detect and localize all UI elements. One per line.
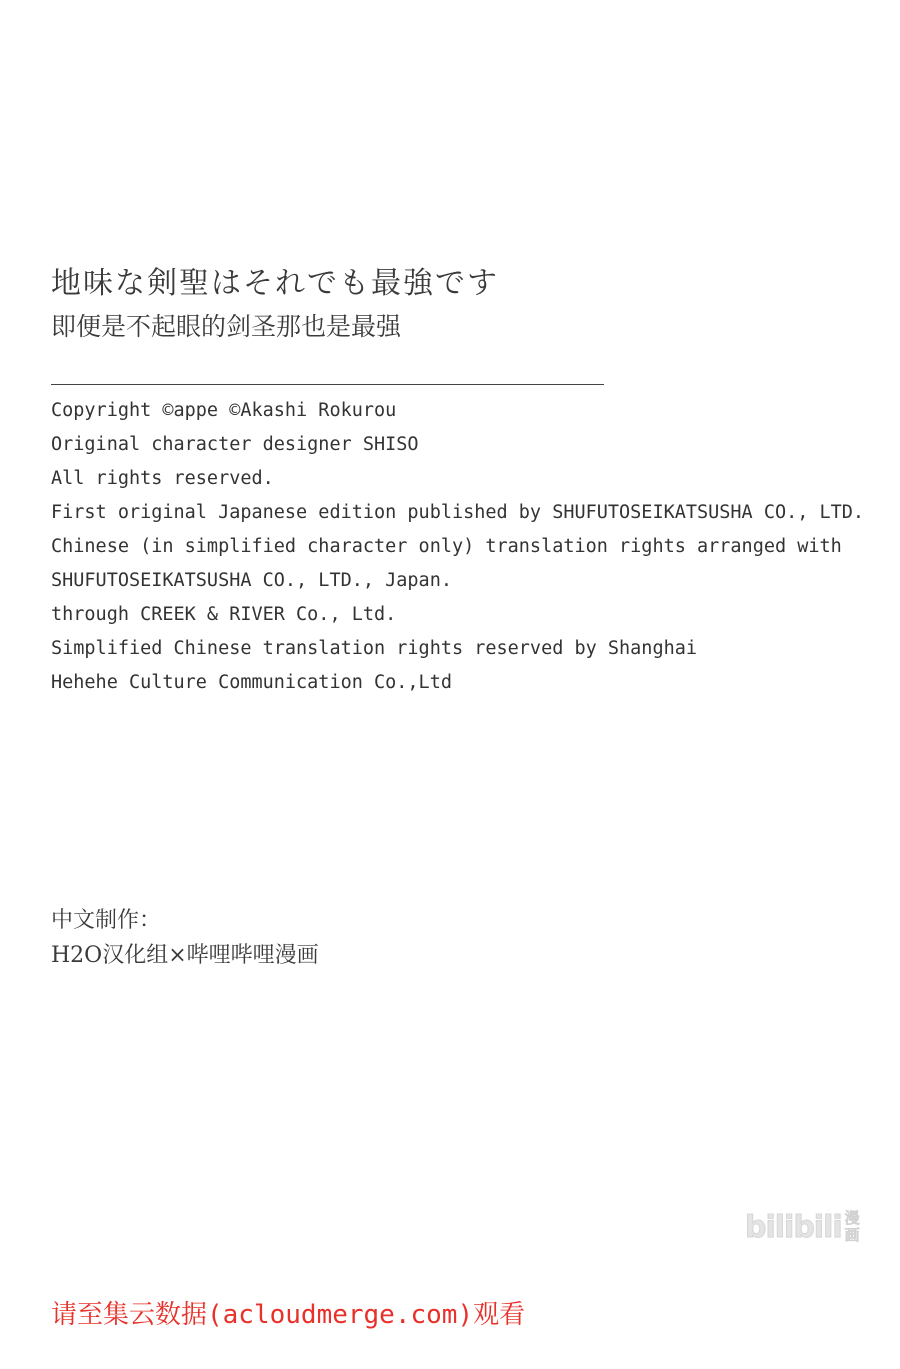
copyright-line: SHUFUTOSEIKATSUSHA CO., LTD., Japan.	[51, 570, 452, 591]
copyright-line: Chinese (in simplified character only) translation rights arranged with	[51, 536, 842, 557]
copyright-block	[51, 396, 864, 702]
watermark-manhua-top: 漫	[844, 1209, 860, 1227]
copyright-line: Simplified Chinese translation rights reserved by Shanghai	[51, 638, 698, 659]
watermark-manhua-bottom: 画	[844, 1226, 860, 1244]
title-japanese: 地味な剣聖はそれでも最強です	[51, 266, 499, 301]
watermark-manhua	[845, 1210, 860, 1244]
copyright-line: First original Japanese edition published by SHUFUTOSEIKATSUSHA CO., LTD.	[51, 502, 865, 523]
divider	[51, 384, 604, 385]
copyright-line: Copyright ©appe ©Akashi Rokurou	[51, 400, 397, 421]
bilibili-manhua-watermark	[745, 1203, 870, 1251]
credits-value: H2O汉化组×哔哩哔哩漫画	[51, 943, 319, 968]
copyright-line: through CREEK & RIVER Co., Ltd.	[51, 604, 397, 625]
title-chinese: 即便是不起眼的剑圣那也是最强	[51, 312, 402, 341]
copyright-line: All rights reserved.	[51, 468, 274, 489]
credits-label: 中文制作：	[51, 908, 162, 933]
copyright-line: Original character designer SHISO	[51, 434, 419, 455]
footer-notice: 请至集云数据(acloudmerge.com)观看	[51, 1300, 526, 1330]
copyright-line: Hehehe Culture Communication Co.,Ltd	[51, 672, 452, 693]
watermark-brand: bilibili	[745, 1209, 842, 1245]
